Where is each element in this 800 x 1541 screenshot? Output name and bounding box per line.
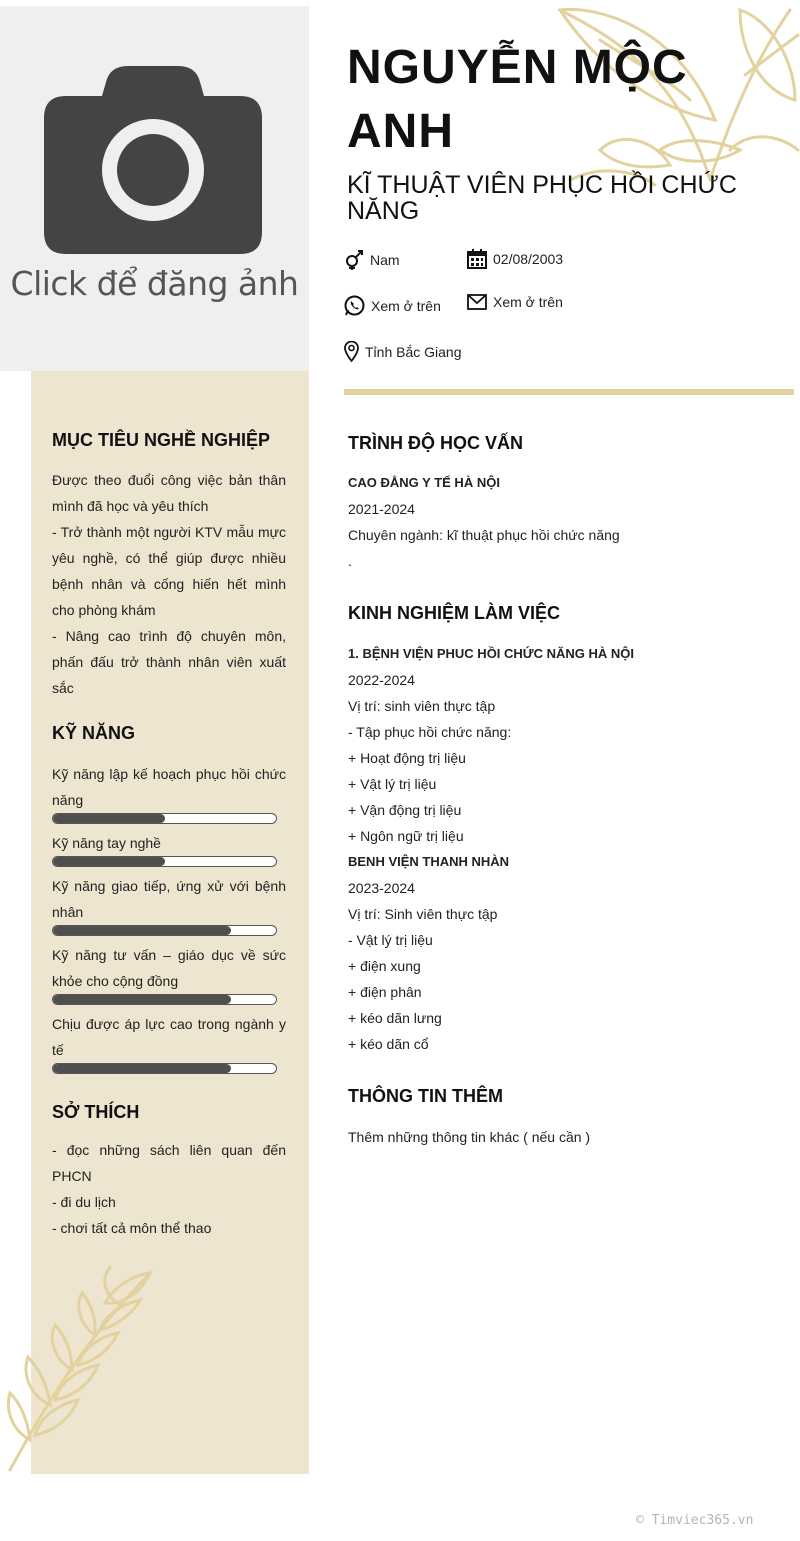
extra-info-text: Thêm những thông tin khác ( nếu cần ) [348,1129,591,1145]
objective-line: - Nâng cao trình độ chuyên môn, phấn đấu trở thành nhân viên xuất sắc [52,628,286,696]
job-line: + kéo dãn cổ [348,1036,429,1052]
job-line: + kéo dãn lưng [348,1010,442,1026]
candidate-name [347,36,787,164]
education-block [348,470,788,574]
skill-level-bar [52,994,277,1005]
location-pin-icon [344,341,359,362]
leaf-decoration-icon [0,1265,170,1475]
experience-title: KINH NGHIỆM LÀM VIỆC [348,603,561,623]
address-info [344,341,462,362]
education-title: TRÌNH ĐỘ HỌC VẤN [348,433,523,453]
extra-info-title: THÔNG TIN THÊM [348,1086,503,1106]
email-value[interactable]: Xem ở trên [493,294,563,310]
email-info [467,294,563,310]
birthday-info [467,249,563,269]
phone-info [344,295,441,316]
hobby-line: - đọc những sách liên quan đến PHCN [52,1142,286,1184]
job-period: 2022-2024 [348,672,415,688]
skill-level-bar [52,1063,277,1074]
job-line: - Tập phục hồi chức năng: [348,724,512,740]
skill-level-fill [53,926,231,935]
hobbies-text [52,1137,286,1241]
gender-icon [344,250,364,270]
skill-level-bar [52,856,277,867]
skill-name: Kỹ năng lập kế hoạch phục hồi chức năng [52,766,286,808]
job-line: + Vật lý trị liệu [348,776,437,792]
mail-icon [467,294,487,310]
phone-value[interactable]: Xem ở trên [371,297,441,314]
skill-level-fill [53,814,165,823]
skill-level-fill [53,1064,231,1073]
calendar-icon [467,249,487,269]
school-name: CAO ĐẲNG Y TẾ HÀ NỘI [348,475,500,490]
birthday-value: 02/08/2003 [493,251,564,267]
education-major: Chuyên ngành: kĩ thuật phục hồi chức năng [348,527,620,543]
skill-level-fill [53,995,231,1004]
objective-title: MỤC TIÊU NGHỀ NGHIỆP [52,430,271,450]
photo-upload-area[interactable] [0,6,309,371]
camera-icon [44,64,262,254]
education-note: . [348,553,352,569]
name-line-2: ANH [347,105,454,158]
job-line: - Vật lý trị liệu [348,932,433,948]
job-line: + điện phân [348,984,422,1000]
company-name: 1. BỆNH VIỆN PHUC HỒI CHỨC NĂNG HÀ NỘI [348,646,634,661]
skill-name: Chịu được áp lực cao trong ngành y tế [52,1016,286,1058]
job-line: + Ngôn ngữ trị liệu [348,828,464,844]
experience-job [348,849,788,1057]
company-name: BENH VIỆN THANH NHÀN [348,854,510,869]
skill-level-bar [52,925,277,936]
objective-line: - Trở thành một người KTV mẫu mực yêu nghề, có thể giúp được nhiều bệnh nhân và cống hiến hết mình cho phòng khám [52,524,286,618]
name-line-1: NGUYỄN MỘC [347,41,688,94]
experience-job [348,641,788,849]
job-line: Vị trí: sinh viên thực tập [348,698,496,714]
job-title: KĨ THUẬT VIÊN PHỤC HỒI CHỨC NĂNG [347,171,737,225]
gender-value: Nam [370,252,400,268]
hobby-line: - đi du lịch [52,1194,116,1210]
gender-info [344,250,400,270]
skill-name: Kỹ năng tư vấn – giáo dục về sức khỏe cho cộng đồng [52,947,286,989]
address-value: Tỉnh Bắc Giang [365,343,462,360]
photo-upload-caption: Click để đăng ảnh [10,264,299,303]
skill-level-fill [53,857,165,866]
job-line: + Vận động trị liệu [348,802,462,818]
header-divider [344,389,794,395]
job-line: + điện xung [348,958,421,974]
objective-line: Được theo đuổi công việc bản thân mình đã học và yêu thích [52,472,286,514]
job-line: Vị trí: Sinh viên thực tập [348,906,498,922]
skill-level-bar [52,813,277,824]
skill-name: Kỹ năng tay nghề [52,835,161,851]
objective-text [52,467,286,701]
skill-name: Kỹ năng giao tiếp, ứng xử với bệnh nhân [52,878,286,920]
copyright-watermark: © Timviec365.vn [636,1513,754,1528]
job-period: 2023-2024 [348,880,415,896]
hobbies-title: SỞ THÍCH [52,1102,140,1122]
job-line: + Hoạt động trị liệu [348,750,466,766]
skills-title: KỸ NĂNG [52,723,136,743]
education-period: 2021-2024 [348,501,415,517]
phone-icon [344,295,365,316]
hobby-line: - chơi tất cả môn thể thao [52,1220,212,1236]
